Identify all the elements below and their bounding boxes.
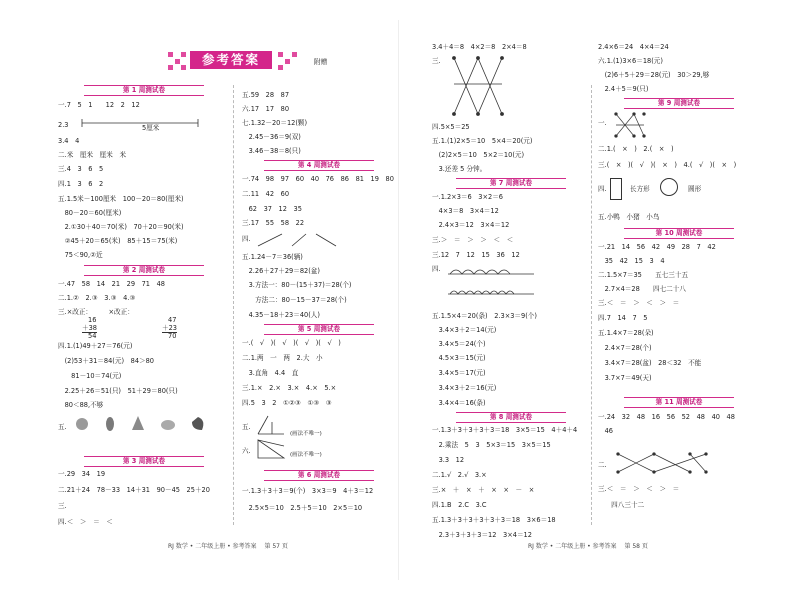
answer-line: 三.＜ ＝ ＞ ＜ ＞ ＝ [598, 299, 680, 307]
decor-square [292, 52, 297, 57]
answer-line: (2)2×5＝10 5×2＝10(元) [432, 151, 525, 159]
vertical-calc: ＋23 [162, 324, 177, 332]
column-divider [591, 85, 592, 525]
rectangle-shape [610, 178, 622, 200]
answer-line: 75＜90,②近 [58, 251, 103, 259]
answer-line: 80＜88,不够 [58, 401, 104, 409]
decor-square [278, 65, 283, 70]
decor-square [181, 52, 186, 57]
answer-line: 三.( × )( √ )( × ) 4.( √ )( × ) [598, 161, 737, 169]
section-week-9: 第 9 周测试卷 [624, 98, 734, 109]
vertical-calc: ＋38 [82, 324, 97, 332]
answer-line: 2.乘法 5 3 5×3＝15 3×5＝15 [432, 441, 551, 449]
answer-line: 3.4 4 [58, 137, 80, 145]
vertical-calc: 47 [168, 316, 177, 324]
answer-line: 4×3＝8 3×4＝12 [432, 207, 499, 215]
answer-line: 三. [58, 502, 67, 510]
decor-square [285, 59, 290, 64]
answer-line: 3.4×5＝17(元) [432, 369, 486, 377]
answer-line: 三.＞ ＝ ＞ ＞ ＜ ＜ [432, 236, 514, 244]
answer-line: 四.5×5＝25 [432, 123, 470, 131]
answer-line: 2.26＋27＋29＝82(盆) [242, 267, 320, 275]
answer-line: 3.4×3＋2＝14(元) [432, 326, 497, 334]
answer-line: 4.5×3＝15(元) [432, 354, 486, 362]
answer-line: 五.1.4×7＝28(朵) [598, 329, 654, 337]
page-footer-left: RJ 数学 • 二年级上册 • 参考答案 第 57 页 [168, 543, 288, 550]
fruit-pictures [72, 412, 222, 434]
answer-line: 3.4×3＋2＝16(元) [432, 384, 497, 392]
page-fold [398, 20, 399, 580]
answer-banner [168, 48, 308, 74]
answer-line: 80－20＝60(厘米) [58, 209, 122, 217]
answer-line: 三.1.× 2.× 3.× 4.× 5.× [242, 384, 337, 392]
section-week-6: 第 6 周测试卷 [264, 470, 374, 481]
answer-line: 一.1.3＋3＋3＋3＋3＝18 3×5＝15 4＋4＋4 [432, 426, 578, 434]
answer-line: 五.59 28 87 [242, 91, 290, 99]
answer-line: 六.17 17 80 [242, 105, 290, 113]
segment-figure [80, 118, 200, 128]
answer-line: 二.1.( × ) 2.( × ) [598, 145, 674, 153]
answer-line: 3.4＋4＝8 4×2＝8 2×4＝8 [432, 43, 527, 51]
answer-line: 2.4＋5＝9(只) [598, 85, 649, 93]
answer-line: 一.( √ )( √ )( √ )( √ ) [242, 339, 341, 347]
answer-line: 三. [432, 57, 441, 65]
matching-lines [448, 54, 508, 118]
page-footer-right: RJ 数学 • 二年级上册 • 参考答案 第 58 页 [528, 543, 648, 550]
answer-line: 四.1 3 6 2 [58, 180, 104, 188]
section-week-1: 第 1 周测试卷 [84, 85, 204, 96]
segment-label: 5厘米 [142, 124, 160, 132]
answer-line: 一.74 98 97 60 40 76 86 81 19 80 [242, 175, 394, 183]
answer-line: 三.17 55 58 22 [242, 219, 305, 227]
answer-line: 3.4×7＝28(盆) 28＜32 不能 [598, 359, 702, 367]
answer-line: 三.12 7 12 15 36 12 [432, 251, 520, 259]
answer-line: 2.45－36＝9(双) [242, 133, 301, 141]
answer-line: 4.35－18＋23＝40(人) [242, 311, 320, 319]
answer-line: 二.1.√ 2.√ 3.× [432, 471, 487, 479]
answer-line: 六. [242, 447, 251, 455]
answer-line: 2.3 [58, 121, 69, 129]
answer-line: 3.46－38＝8(只) [242, 147, 301, 155]
section-week-4: 第 4 周测试卷 [264, 160, 374, 171]
answer-line: 四. [432, 265, 441, 273]
answer-line: 3.7×7＝49(天) [598, 374, 652, 382]
vertical-calc: 70 [168, 332, 177, 340]
answer-line: 二.1.② 2.③ 3.③ 4.③ [58, 294, 136, 302]
section-week-7: 第 7 周测试卷 [456, 178, 566, 189]
answer-line: 四.＜ ＞ ＝ ＜ [58, 518, 113, 526]
answer-line: 3.3 12 [432, 456, 465, 464]
answer-line: 五.1.24－7＝36(辆) [242, 253, 303, 261]
angle-figures [256, 230, 356, 248]
decor-square [168, 65, 173, 70]
answer-line: 2.7×4＝28 四七二十八 [598, 285, 686, 293]
answer-line: 3.4×5＝24(个) [432, 340, 486, 348]
answer-line: 五.1.(1)2×5＝10 5×4＝20(元) [432, 137, 533, 145]
section-week-10: 第 10 周测试卷 [624, 228, 734, 239]
answer-line: 2.3＋3＋3＋3＝12 3×4＝12 [432, 531, 532, 539]
shape-label: 圆形 [688, 185, 702, 193]
answer-line: 五. [242, 423, 251, 431]
decor-square [175, 59, 180, 64]
answer-line: 四.1.(1)49＋27＝76(元) [58, 342, 133, 350]
number-line-jumps [446, 262, 536, 302]
answer-line: 四.7 14 7 5 [598, 314, 648, 322]
answer-line: 2.4×7＝28(个) [598, 344, 652, 352]
answer-line: 二.米 厘米 厘米 米 [58, 151, 127, 159]
right-angle-drawing [254, 412, 288, 438]
answer-line: 2.①30＋40＝70(米) 70＋20＝90(米) [58, 223, 184, 231]
circle-shape [660, 178, 678, 196]
answer-line: 3.4×4＝16(条) [432, 399, 486, 407]
answer-line: 三.＜ ＝ ＞ ＜ ＞ ＝ [598, 485, 680, 493]
answer-line: 二. [598, 461, 607, 469]
answer-line: 一.7 5 1 12 2 12 [58, 101, 140, 109]
answer-line: 方法二：80－15－37＝28(个) [242, 296, 347, 304]
column-divider [233, 85, 234, 525]
answer-line: 2.4×6＝24 4×4＝24 [598, 43, 669, 51]
answer-line: 2.4×3＝12 3×4＝12 [432, 221, 510, 229]
answer-line: 3.还差 5 分钟。 [432, 165, 487, 173]
banner-tag: 附赠 [314, 58, 328, 66]
answer-line: 一.1.3＋3＋3＝9(个) 3×3＝9 4＋3＝12 [242, 487, 374, 495]
answer-line: 二.21＋24 78－33 14＋31 90－45 25＋20 [58, 486, 210, 494]
decor-square [278, 52, 283, 57]
answer-line: 二.1.5×7＝35 五七三十五 [598, 271, 689, 279]
answer-line: 五.小鸭 小猪 小鸟 [598, 213, 660, 221]
shape-label: 长方形 [630, 185, 650, 193]
answer-line: 七.1.32－20＝12(颗) [242, 119, 308, 127]
triangle-drawing [254, 438, 290, 462]
answer-line: 2.5×5＝10 2.5＋5＝10 2×5＝10 [242, 504, 363, 512]
answer-line: 2.25＋26＝51(只) 51＋29＝80(只) [58, 387, 178, 395]
vertical-calc: 54 [88, 332, 97, 340]
section-week-8: 第 8 周测试卷 [456, 412, 566, 423]
answer-line: (2)53＋31＝84(元) 84＞80 [58, 357, 154, 365]
answer-line: 二.11 42 60 [242, 190, 290, 198]
answer-line: 一.24 32 48 16 56 52 48 40 48 [598, 413, 735, 421]
answer-line: 三.× ＋ × ＋ × × － × [432, 486, 535, 494]
answer-line: 35 42 15 3 4 [598, 257, 665, 265]
decor-square [181, 65, 186, 70]
answer-line: 四. [598, 185, 607, 193]
note: (画法不唯一) [290, 431, 322, 437]
answer-line: 46 [598, 427, 613, 435]
section-week-11: 第 11 周测试卷 [624, 397, 734, 408]
answer-line: 81－10＝74(元) [58, 372, 122, 380]
answer-line: 四.5 3 2 ①②③ ①③ ③ [242, 399, 332, 407]
answer-line: 五.1.5×4＝20(条) 2.3×3＝9(个) [432, 312, 537, 320]
note: (画法不唯一) [290, 452, 322, 458]
answer-line: 三.×改正： ×改正： [58, 308, 134, 316]
answer-line: 五. [58, 423, 67, 431]
answer-line: 一. [598, 119, 607, 127]
section-week-2: 第 2 周测试卷 [84, 265, 204, 276]
matching-lines [612, 110, 648, 140]
answer-line: (2)6＋5＋29＝28(元) 30＞29,够 [598, 71, 710, 79]
answer-line: 四八三十二 [598, 501, 645, 509]
answer-line: 一.21 14 56 42 49 28 7 42 [598, 243, 716, 251]
answer-line: 3.直角 4.4 直 [242, 369, 299, 377]
answer-line: 62 37 12 35 [242, 205, 302, 213]
answer-line: 四.1.B 2.C 3.C [432, 501, 487, 509]
answer-line: 一.29 34 19 [58, 470, 106, 478]
answer-line: 六.1.(1)3×6＝18(元) [598, 57, 663, 65]
answer-line: 二.1.两 一 两 2.大 小 [242, 354, 323, 362]
section-week-5: 第 5 周测试卷 [264, 324, 374, 335]
answer-line: ②45＋20＝65(米) 85＋15＝75(米) [58, 237, 178, 245]
answer-line: 五.1.3＋3＋3＋3＋3＋3＝18 3×6＝18 [432, 516, 556, 524]
answer-line: 3.方法一：80－(15＋37)＝28(个) [242, 281, 352, 289]
banner-title: 参考答案 [190, 51, 272, 69]
answer-line: 四. [242, 235, 251, 243]
answer-line: 一.1.2×3＝6 3×2＝6 [432, 193, 503, 201]
matching-lines [614, 450, 710, 476]
answer-line: 三.4 3 6 5 [58, 165, 104, 173]
decor-square [168, 52, 173, 57]
answer-line: 一.47 58 14 21 29 71 48 [58, 280, 165, 288]
answer-line: 五.1.5米－100厘米 100－20＝80(厘米) [58, 195, 184, 203]
section-week-3: 第 3 周测试卷 [84, 456, 204, 467]
vertical-calc: 16 [88, 316, 97, 324]
